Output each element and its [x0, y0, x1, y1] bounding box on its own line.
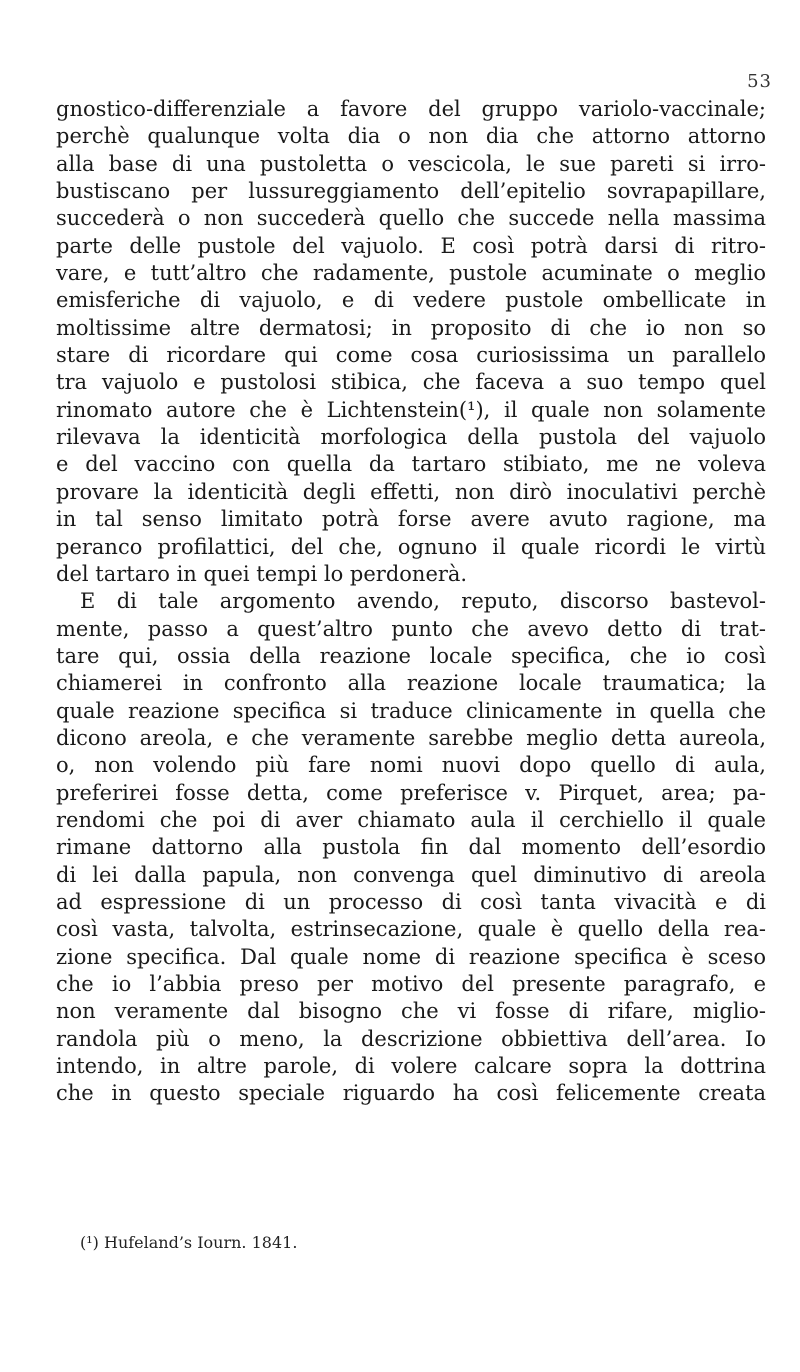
text-line: vare, e tutt’altro che radamente, pustole acuminate o meglio: [56, 261, 766, 286]
paragraph-start-line: E di tale argomento avendo, reputo, discorso bastevol-: [80, 589, 766, 614]
text-line: ad espressione di un processo di così tanta vivacità e di: [56, 889, 766, 914]
text-line: rendomi che poi di aver chiamato aula il cerchiello il quale: [56, 807, 766, 832]
text-line: non veramente dal bisogno che vi fosse di rifare, miglio-: [56, 999, 766, 1024]
text-line: succederà o non succederà quello che succede nella massima: [56, 206, 766, 231]
text-line: quale reazione specifica si traduce clinicamente in quella che: [56, 698, 766, 723]
text-line: chiamerei in confronto alla reazione locale traumatica; la: [56, 671, 766, 696]
text-line: dicono areola, e che veramente sarebbe meglio detta aureola,: [56, 725, 766, 750]
text-line: intendo, in altre parole, di volere calcare sopra la dottrina: [56, 1054, 766, 1079]
text-line: o, non volendo più fare nomi nuovi dopo quello di aula,: [56, 753, 766, 778]
text-line: emisferiche di vajuolo, e di vedere pustole ombellicate in: [56, 288, 766, 313]
text-line: rinomato autore che è Lichtenstein(¹), il quale non solamente: [56, 397, 766, 422]
body-text: [56, 96, 766, 1108]
text-line: tra vajuolo e pustolosi stibica, che faceva a suo tempo quel: [56, 370, 766, 395]
paragraph-end-line: del tartaro in quei tempi lo perdonerà.: [56, 561, 468, 586]
page-number: 53: [747, 71, 772, 92]
text-line: perchè qualunque volta dia o non dia che attorno attorno: [56, 124, 766, 149]
text-line: che in questo speciale riguardo ha così felicemente creata: [56, 1081, 766, 1106]
text-line: mente, passo a quest’altro punto che avevo detto di trat-: [56, 616, 766, 641]
text-line: così vasta, talvolta, estrinsecazione, quale è quello della rea-: [56, 917, 766, 942]
text-line: randola più o meno, la descrizione obbiettiva dell’area. Io: [56, 1026, 766, 1051]
text-line: preferirei fosse detta, come preferisce v. Pirquet, area; pa-: [56, 780, 766, 805]
text-line: rimane dattorno alla pustola fin dal momento dell’esordio: [56, 835, 766, 860]
text-line: gnostico-differenziale a favore del gruppo variolo-vaccinale;: [56, 97, 766, 121]
text-line: peranco profilattici, del che, ognuno il quale ricordi le virtù: [56, 534, 766, 559]
text-line: stare di ricordare qui come cosa curiosissima un parallelo: [56, 343, 766, 368]
text-line: e del vaccino con quella da tartaro stibiato, me ne voleva: [56, 452, 766, 477]
footnote: (¹) Hufeland’s Iourn. 1841.: [80, 1233, 298, 1252]
text-line: moltissime altre dermatosi; in proposito di che io non so: [56, 315, 766, 340]
text-line: parte delle pustole del vajuolo. E così potrà darsi di ritro-: [56, 233, 766, 258]
text-line: di lei dalla papula, non convenga quel diminutivo di areola: [56, 862, 766, 887]
text-line: alla base di una pustoletta o vescicola, le sue pareti si irro-: [56, 151, 766, 176]
text-line: rilevava la identicità morfologica della pustola del vajuolo: [56, 425, 766, 450]
text-line: bustiscano per lussureggiamento dell’epitelio sovrapapillare,: [56, 179, 766, 204]
text-line: zione specifica. Dal quale nome di reazione specifica è sceso: [56, 944, 766, 969]
text-line: che io l’abbia preso per motivo del presente paragrafo, e: [56, 972, 766, 996]
text-line: provare la identicità degli effetti, non dirò inoculativi perchè: [56, 479, 766, 504]
text-line: tare qui, ossia della reazione locale specifica, che io così: [56, 643, 766, 668]
text-line: in tal senso limitato potrà forse avere avuto ragione, ma: [56, 507, 766, 532]
